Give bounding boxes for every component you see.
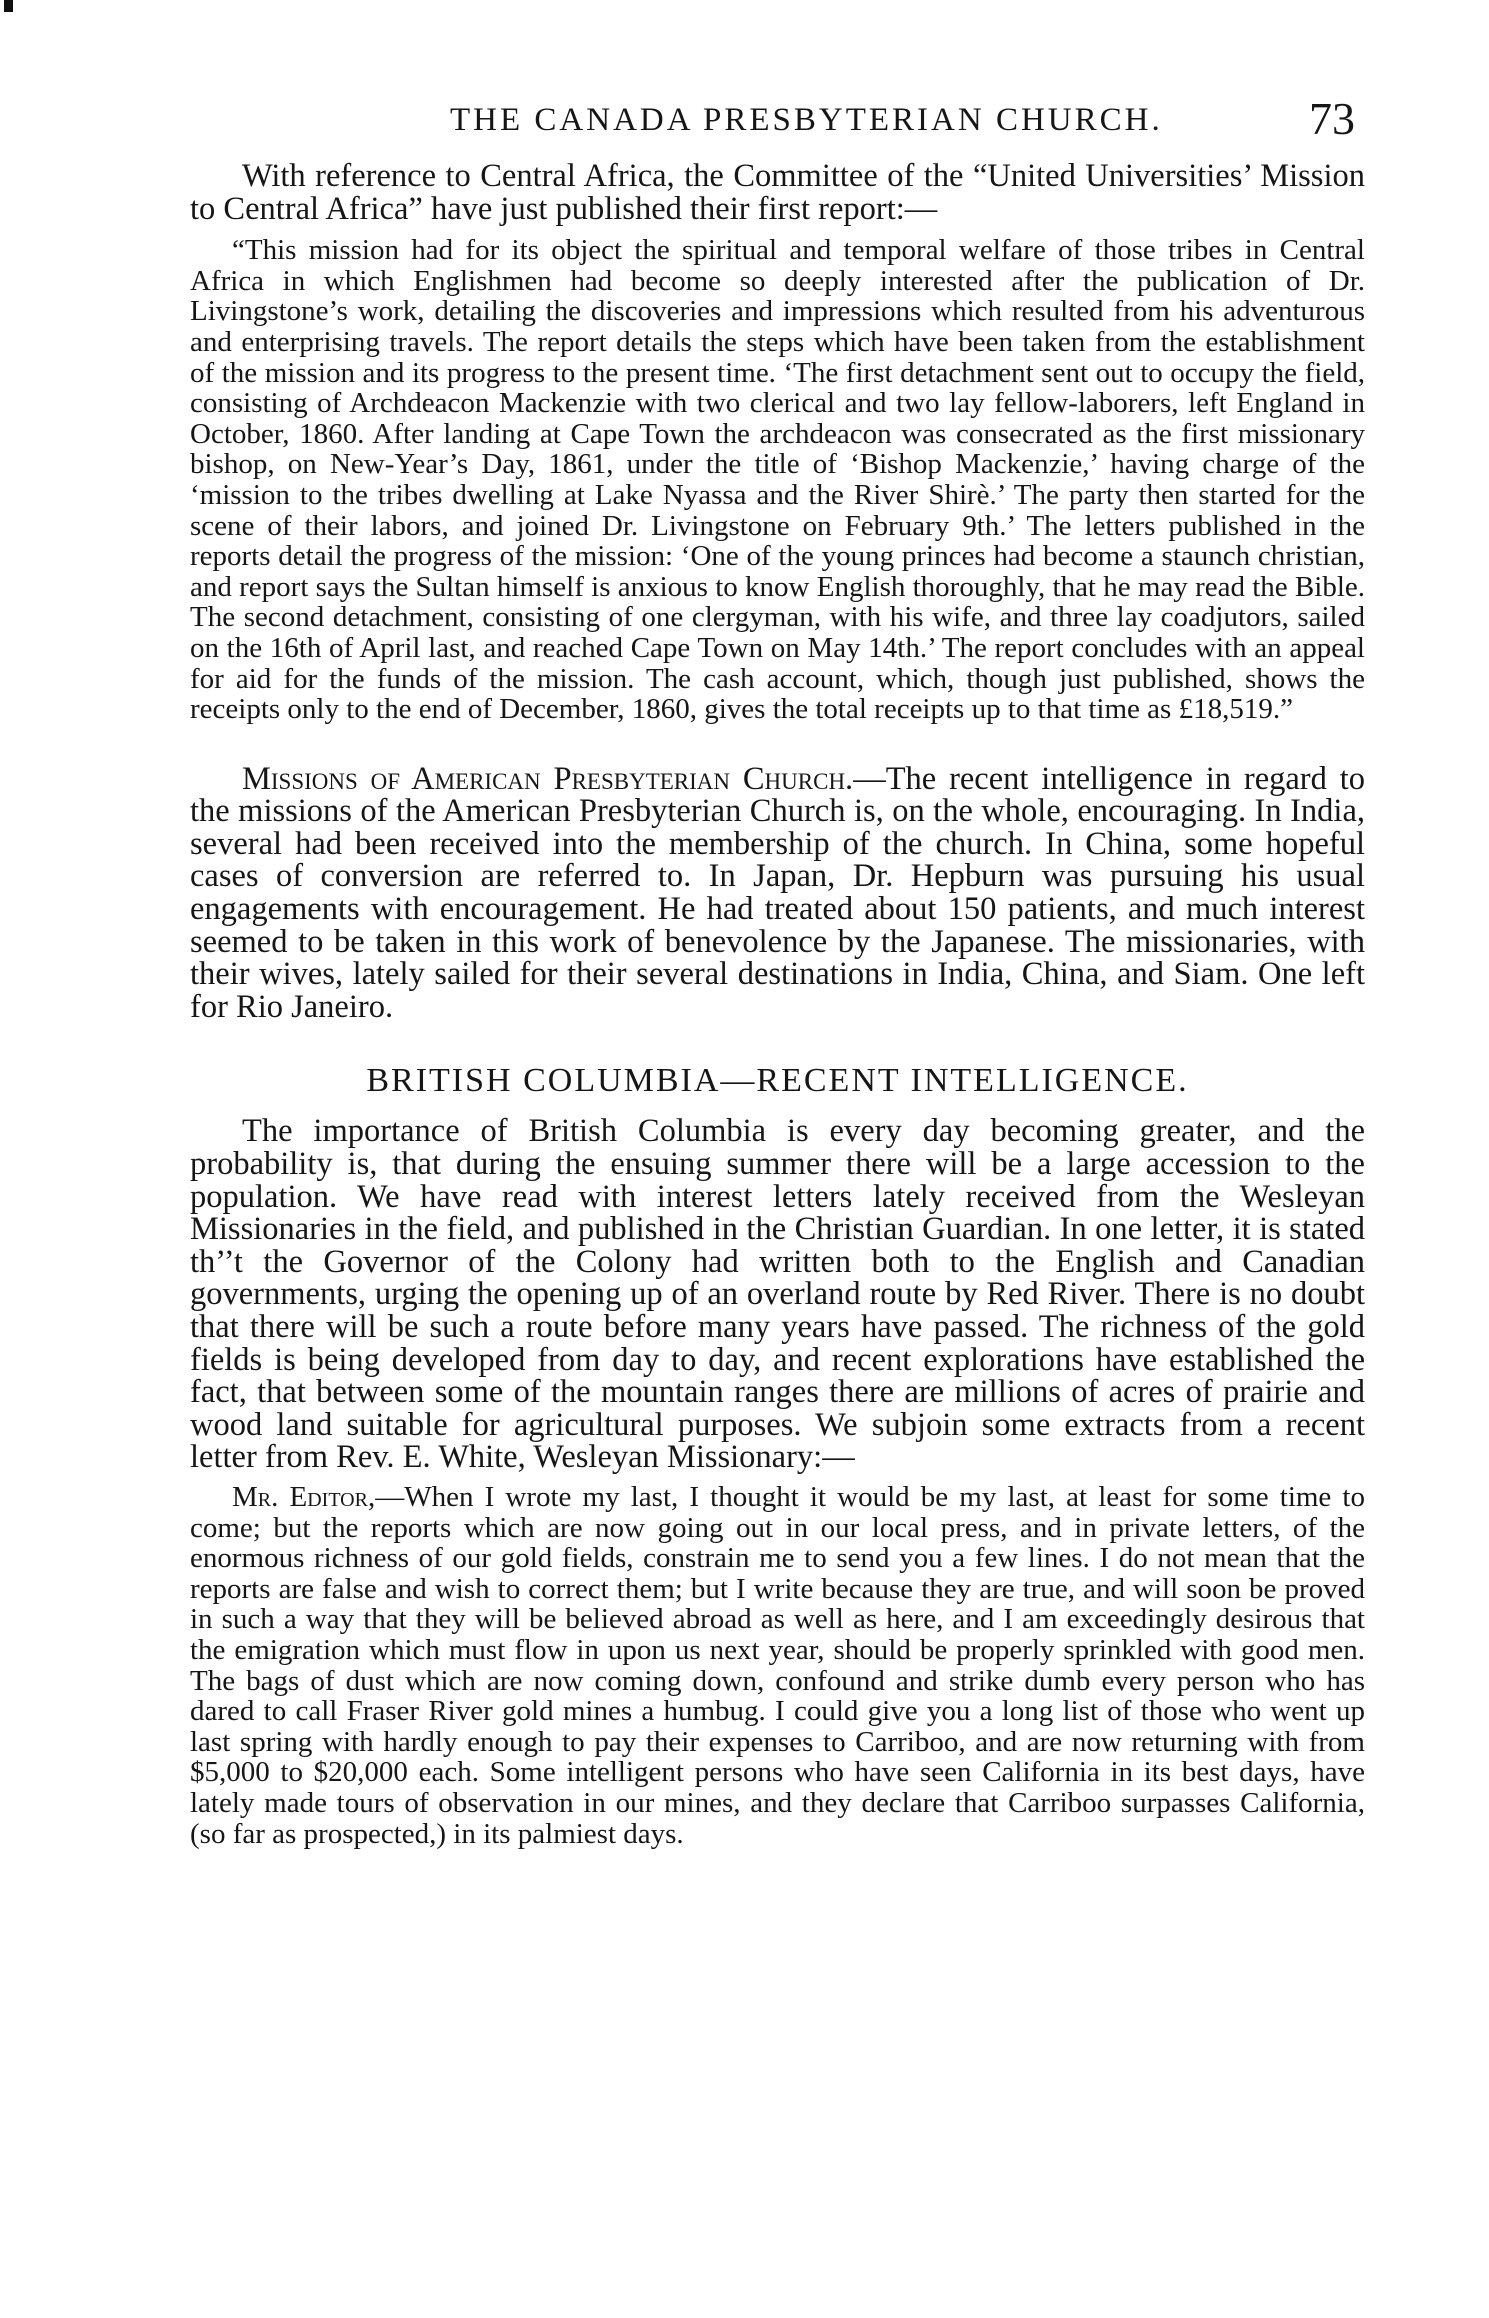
page-number: 73: [1309, 93, 1355, 144]
letter-body: —When I wrote my last, I thought it would be my last, at least for some time to come; but the reports which are now going out in our local press, and in private letters, of the enormous richness of our gold fields, constrain me to send you a few lines. I do not mean that the reports are false and wish to correct them; but I write because they are true, and will soon be proved in such a way that they will be believed abroad as well as here, and I am exceedingly desirous that the emigration which must flow in upon us next year, should be properly sprinkled with good men. The bags of dust which are now coming down, confound and strike dumb every person who has dared to call Fraser River gold mines a humbug. I could give you a long list of those who went up last spring with hardly enough to pay their expenses to Carriboo, and are now returning with from $5,000 to $20,000 each. Some intelligent persons who have seen California in its best days, have lately made tours of observation in our mines, and they declare that Carriboo surpasses California, (so far as prospected,) in its palmiest days.: [190, 1480, 1365, 1850]
intro-paragraph: With reference to Central Africa, the Committee of the “United Universities’ Mission to Central Africa” have just published their first report:—: [190, 158, 1365, 227]
white-letter-extract: [190, 1482, 1365, 1849]
british-columbia-heading: BRITISH COLUMBIA—RECENT INTELLIGENCE.: [366, 1062, 1189, 1100]
running-title: THE CANADA PRESBYTERIAN CHURCH.: [450, 102, 1163, 138]
american-missions-text: —The recent intelligence in regard to the missions of the American Presbyterian Church is, on the whole, encouraging. In India, several had been received into the membership of the church. In China, some hopeful cases of conversion are referred to. In Japan, Dr. Hepburn was pursuing his usual engagements with encouragement. He had treated about 150 patients, and much interest seemed to be taken in this work of benevolence by the Japanese. The missionaries, with their wives, lately sailed for their several destinations in India, China, and Siam. One left for Rio Janeiro.: [190, 760, 1365, 1025]
page-header: [190, 92, 1365, 142]
scan-corner-mark: [4, 0, 13, 12]
american-missions-paragraph: [190, 760, 1365, 1025]
africa-report-quote: “This mission had for its object the spiritual and temporal welfare of those tribes in Central Africa in which Englishmen had become so deeply interested after the publication of Dr. Livingstone’s work, detailing the discoveries and impressions which resulted from his adventurous and enterprising travels. The report details the steps which have been taken from the establishment of the mission and its progress to the present time. ‘The first detachment sent out to occupy the field, consisting of Archdeacon Mackenzie with two clerical and two lay fellow-laborers, left England in October, 1860. After landing at Cape Town the archdeacon was consecrated as the first missionary bishop, on New-Year’s Day, 1861, under the title of ‘Bishop Mackenzie,’ having charge of the ‘mission to the tribes dwelling at Lake Nyassa and the River Shirè.’ The party then started for the scene of their labors, and joined Dr. Livingstone on February 9th.’ The letters published in the reports detail the progress of the mission: ‘One of the young princes had become a staunch christian, and report says the Sultan himself is anxious to know English thoroughly, that he may read the Bible. The second detachment, consisting of one clergyman, with his wife, and three lay coadjutors, sailed on the 16th of April last, and reached Cape Town on May 14th.’ The report concludes with an appeal for aid for the funds of the mission. The cash account, which, though just published, shows the receipts only to the end of December, 1860, gives the total receipts up to that time as £18,519.”: [190, 234, 1365, 726]
british-columbia-paragraph: The importance of British Columbia is every day becoming greater, and the probability is, that during the ensuing summer there will be a large accession to the population. We have read with interest letters lately received from the Wesleyan Missionaries in the field, and published in the Christian Guardian. In one letter, it is stated th’’t the Governor of the Colony had written both to the English and Canadian governments, urging the opening up of an overland route by Red River. There is no doubt that there will be such a route before many years have passed. The richness of the gold fields is being developed from day to day, and recent explorations have established the fact, that between some of the mountain ranges there are millions of acres of prairie and wood land suitable for agricultural purposes. We subjoin some extracts from a recent letter from Rev. E. White, Wesleyan Missionary:—: [190, 1113, 1365, 1476]
letter-salutation: Mr. Editor,: [232, 1480, 376, 1513]
page-body: [190, 160, 1365, 1849]
american-missions-heading: Missions of American Presbyterian Church.: [242, 760, 854, 797]
